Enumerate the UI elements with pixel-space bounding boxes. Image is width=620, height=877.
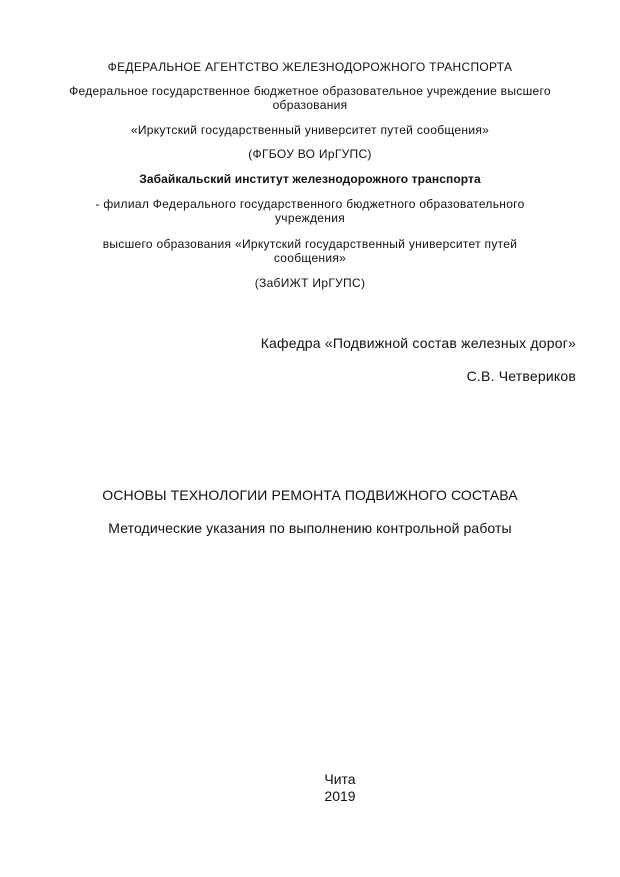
agency-name: ФЕДЕРАЛЬНОЕ АГЕНТСТВО ЖЕЛЕЗНОДОРОЖНОГО ТРАНСПОРТА (107, 60, 513, 74)
document-title: ОСНОВЫ ТЕХНОЛОГИИ РЕМОНТА ПОДВИЖНОГО СОСТАВА (102, 487, 518, 503)
document-subtitle: Методические указания по выполнению контрольной работы (108, 520, 512, 536)
institution-type: Федеральное государственное бюджетное образовательное учреждение высшего образования (69, 84, 551, 112)
branch-line-2: высшего образования «Иркутский государственный университет путей сообщения» (102, 237, 518, 265)
city: Чита (324, 771, 356, 787)
university-abbr: (ФГБОУ ВО ИрГУПС) (248, 147, 372, 161)
institute-name: Забайкальский институт железнодорожного транспорта (139, 172, 481, 186)
year: 2019 (324, 788, 356, 804)
author: С.В. Четвериков (466, 368, 576, 384)
branch-line-1: - филиал Федерального государственного бюджетного образовательного учреждения (95, 197, 525, 225)
institute-abbr: (ЗабИЖТ ИрГУПС) (254, 276, 366, 290)
university-name: «Иркутский государственный университет путей сообщения» (130, 123, 490, 137)
department: Кафедра «Подвижной состав железных дорог» (260, 335, 576, 351)
